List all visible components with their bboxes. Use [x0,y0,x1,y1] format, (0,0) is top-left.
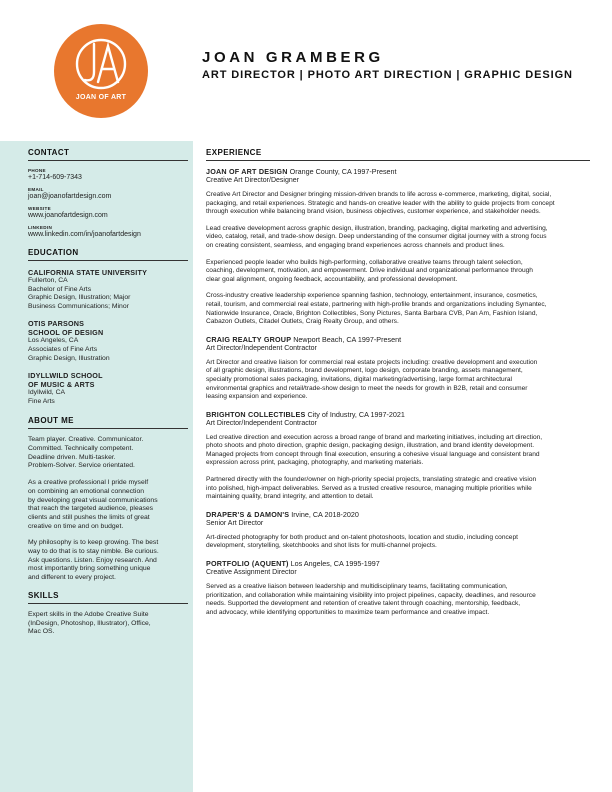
about-paragraph [28,436,188,471]
job-line: development, storytelling, sketchbooks and shot lists for multi-channel projects. [206,542,437,550]
job-header [206,335,590,344]
right-column [206,148,590,625]
school-detail: Fine Arts [28,397,55,405]
about-line: Ask questions. Listen. Enjoy research. And [28,556,157,564]
school-name: OF MUSIC & ARTS [28,380,95,390]
school-name: CALIFORNIA STATE UNIVERSITY [28,268,148,277]
job-paragraph [206,583,590,617]
job-role: Creative Art Director/Designer [206,177,299,184]
job-line: leasing expansion and experience. [206,393,308,401]
job-line: environmental graphics and retail/trade-show design to meet the needs for growth in B2B, retail and consumer [206,384,528,392]
left-column [28,148,188,645]
job-line: Managed projects from concept through final execution, ensuring a cohesive visual language and consistent brand [206,450,540,458]
job-line: into polished, high-impact deliverables. Served as a trusted creative resource, managing multiple priorities while [206,484,532,492]
education-heading: EDUCATION [28,248,188,261]
job-entry [206,410,590,502]
about-line: that reach the targeted audience, pleases [28,505,154,513]
job-line: on creating consistent, seamless, and engaging brand experiences across channels and product lines. [206,241,505,249]
website-value[interactable]: www.joanofartdesign.com [28,212,108,219]
contact-heading: CONTACT [28,148,188,161]
job-paragraph [206,359,590,402]
skills-line: Mac OS. [28,628,55,636]
job-paragraph [206,191,590,217]
company-name: JOAN OF ART DESIGN [206,167,288,176]
job-location: Orange County, CA 1997-Present [287,167,397,176]
job-line: prioritization, and collaboration while maintaining visibility into project pipelines, capacity, deadlines, and resource [206,591,536,599]
job-header [206,510,590,519]
job-location: Los Angeles, CA 1995-1997 [288,559,380,569]
website-label: WEBSITE [28,206,52,211]
job-line: expression across print, packaging, photography, and marketing materials. [206,459,424,467]
job-line: Art-directed photography for both product and on-talent photoshoots, location and studio, including concept [206,533,518,541]
job-location: Irvine, CA 2018-2020 [289,509,359,519]
company-name: BRIGHTON COLLECTIBLES [206,409,306,419]
job-line: Served as a creative liaison between leadership and multidisciplinary teams, facilitating communication, [206,583,508,591]
school-detail: Idyllwild, CA [28,389,66,397]
about-line: most importantly bring something unique [28,565,151,573]
job-entry [206,510,590,551]
job-role: Senior Art Director [206,519,264,527]
skills-paragraph [28,611,188,637]
school-name: SCHOOL OF DESIGN [28,328,104,338]
job-paragraph [206,259,590,285]
job-entry [206,335,590,402]
linkedin-label: LINKEDIN [28,225,53,230]
job-line: Cross-industry creative leadership experience spanning fashion, technology, entertainment, insurance, cosmetics, [206,292,538,300]
job-location: Newport Beach, CA 1997-Present [291,334,402,344]
about-line: Problem-Solver. Service orientated. [28,462,135,470]
skills-line: Expert skills in the Adobe Creative Suite [28,610,149,618]
school-name: IDYLLWILD SCHOOL [28,371,103,381]
email-label: EMAIL [28,187,44,192]
about-heading: ABOUT ME [28,416,188,429]
job-line: Lead creative development across graphic design, illustration, branding, packaging, digital marketing and advertising, [206,224,548,232]
school-name: OTIS PARSONS [28,319,85,329]
school-entry [28,268,188,311]
about-line: by developing great visual communications [28,496,158,504]
job-paragraph [206,534,590,551]
job-role: Art Director/Independent Contractor [206,419,317,427]
about-line: clients and still pushes the limits of great [28,513,150,521]
experience-heading: EXPERIENCE [206,148,590,161]
about-line: Deadline driven. Multi-tasker. [28,453,116,461]
monogram-icon [54,24,148,118]
job-title: ART DIRECTOR | PHOTO ART DIRECTION | GRAPHIC DESIGN [202,69,573,81]
job-entry [206,559,590,617]
school-detail: Graphic Design, Illustration [28,354,110,362]
logo-text: JOAN OF ART [75,94,127,101]
about-line: Team player. Creative. Communicator. [28,436,144,444]
job-header [206,410,590,419]
linkedin-value[interactable]: www.linkedin.com/in/joanofartdesign [28,231,141,238]
job-line: needs. Supported the development and retention of creative talent through coaching, mentorship, feedback, [206,600,521,608]
about-paragraph [28,479,188,531]
job-line: Led creative direction and execution across a broad range of brand and marketing initiatives, including art direction, [206,433,543,441]
job-role: Creative Assignment Director [206,569,297,577]
job-line: clear goal alignment, ongoing feedback, accountability, and professional development. [206,275,458,283]
job-line: and advocacy, while identifying opportunities to maximize team performance and creative impact. [206,608,490,616]
job-line: Nationwide Insurance, Oracle, Brighton Collectibles, Sony Pictures, Santa Barbara CVB, Pan Am, Fashion Island, [206,309,538,317]
about-line: Committed. Technically competent. [28,445,134,453]
company-name: DRAPER'S & DAMON'S [206,509,290,519]
job-line: Experienced people leader who builds high-performing, collaborative creative teams through talent selection, [206,258,523,266]
person-name: JOAN GRAMBERG [202,49,384,66]
job-entry [206,167,590,327]
phone-label: PHONE [28,168,46,173]
school-detail: Los Angeles, CA [28,337,79,345]
skills-heading: SKILLS [28,591,188,604]
job-role: Art Director/Independent Contractor [206,344,317,352]
job-line: Cabazon Outlets, Citadel Outlets, Craig Realty Group, and others. [206,318,399,326]
about-line: and different to every project. [28,574,116,582]
about-paragraph [28,539,188,583]
skills-line: (InDesign, Photoshop, Illustrator), Office, [28,619,151,627]
school-entry [28,371,188,406]
school-detail: Business Communications; Minor [28,302,129,310]
about-line: creative on time and on budget. [28,522,124,530]
job-paragraph [206,225,590,251]
job-line: through execution while balancing brand vision, business objectives, customer experience, and stakeholder needs. [206,208,541,216]
company-name: PORTFOLIO (AQUENT) [206,559,289,569]
job-line: Creative Art Director and Designer bringing mission-driven brands to life across e-commerce, marketing, digital, social, [206,191,552,198]
job-line: retail, tourism, and commercial real estate, partnering with high-profile brands and organizations including Symantec, [206,300,547,308]
school-detail: Graphic Design, Illustration; Major [28,294,131,302]
job-location: City of Industry, CA 1997-2021 [305,409,405,419]
about-line: on combining an emotional connection [28,487,145,495]
job-paragraph [206,476,590,502]
job-line: coaching, development, motivation, and empowerment. Drive individual and organizational performance through [206,267,533,275]
phone-value: +1-714-609-7343 [28,174,82,181]
school-detail: Fullerton, CA [28,277,68,284]
joan-of-art-logo [54,24,148,118]
job-line: Art Director and creative liaison for commercial real estate projects including: creative development and execution [206,358,538,366]
job-header [206,167,590,176]
email-value[interactable]: joan@joanofartdesign.com [28,193,112,200]
job-paragraph [206,434,590,468]
school-detail: Bachelor of Fine Arts [28,285,92,293]
school-detail: Associates of Fine Arts [28,345,98,353]
job-line: specialty promotional sales packaging, invitations, digital marketing/advertising, large format architectural [206,375,513,383]
job-header [206,559,590,568]
job-line: of all graphic design, illustrations, brand development, logo design, corporate branding, assets management, [206,367,523,375]
school-entry [28,319,188,363]
company-name: CRAIG REALTY GROUP [206,334,292,344]
job-line: video, catalog, retail, and trade-show design. Deep understanding of the consumer digital journey with a strong focus [206,233,547,241]
job-line: Partnered directly with the founder/owner on high-priority special projects, translating strategic and creative vision [206,476,537,484]
about-line: As a creative professional I pride myself [28,479,149,487]
job-line: photo shoots and photo direction, graphic design, packaging design, illustration, and brand identity development. [206,442,535,450]
job-line: packaging, and retail experiences. Strategic and hands-on creative leader with the ability to guide projects from concept [206,199,555,207]
about-line: My philosophy is to keep growing. The best [28,539,159,547]
job-line: maintaining quality, brand integrity, and attention to detail. [206,493,374,501]
about-line: way to do that is to stay nimble. Be curious. [28,548,159,556]
job-paragraph [206,292,590,326]
